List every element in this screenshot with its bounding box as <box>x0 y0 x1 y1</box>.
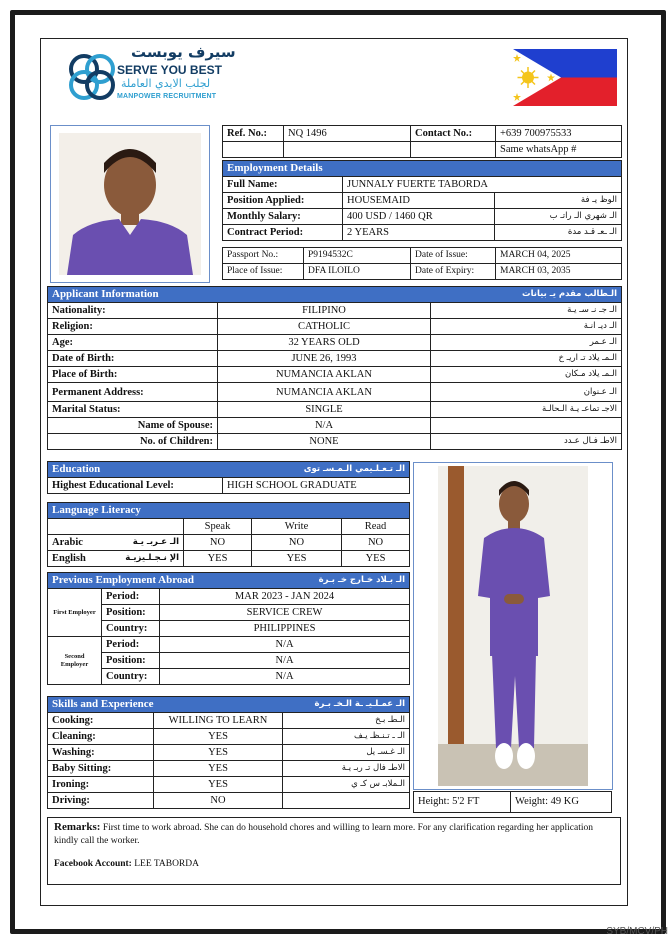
spouse-name-label: Name of Spouse: <box>48 418 218 434</box>
education-arabic: الـ تـعـلـيمي الـمـسـ توى <box>303 464 406 474</box>
cleaning-label: Cleaning: <box>48 729 154 745</box>
passport-number-value: P9194532C <box>304 248 411 264</box>
age-label: Age: <box>48 335 218 351</box>
permanent-address-value: NUMANCIA AKLAN <box>218 383 431 402</box>
document-code: SYB/MCV/PH <box>606 926 668 937</box>
reference-contact-table <box>222 125 622 158</box>
spouse-name-value: N/A <box>218 418 431 434</box>
nationality-value: FILIPINO <box>218 303 431 319</box>
ref-number-label: Ref. No.: <box>223 126 284 142</box>
language-speak-header: Speak <box>184 519 252 535</box>
first-employer-position-value: SERVICE CREW <box>160 605 410 621</box>
applicant-information-table <box>47 286 622 450</box>
cooking-label: Cooking: <box>48 713 154 729</box>
facebook-account-value: LEE TABORDA <box>134 859 199 869</box>
applicant-information-title: Applicant Information <box>52 288 159 300</box>
language-read-header: Read <box>342 519 410 535</box>
cooking-arabic: الـطـ بـخ <box>283 713 410 729</box>
cooking-value: WILLING TO LEARN <box>154 713 283 729</box>
education-level-label: Highest Educational Level: <box>48 478 223 494</box>
baby-sitting-arabic: الاطـ فال تـ ربـ يـة <box>283 761 410 777</box>
height-label: Height: <box>418 796 450 807</box>
full-name-value: JUNNALY FUERTE TABORDA <box>343 177 622 193</box>
monthly-salary-value: 400 USD / 1460 QR <box>343 209 495 225</box>
previous-employment-header <box>48 573 410 589</box>
skills-arabic: الـ عمـلـيـ ـة الـخـ بـرة <box>314 699 406 709</box>
date-of-birth-arabic: الـمـ يلاد تـ اريـ خ <box>431 351 622 367</box>
children-count-arabic: الاطـ فـال عـدد <box>431 434 622 450</box>
weight-value: 49 KG <box>550 796 579 807</box>
permanent-address-arabic: الـ عـنوان <box>431 383 622 402</box>
expiry-date-label: Date of Expiry: <box>411 264 496 280</box>
religion-value: CATHOLIC <box>218 319 431 335</box>
marital-status-value: SINGLE <box>218 402 431 418</box>
arabic-speak-value: NO <box>184 535 252 551</box>
position-applied-arabic: الوظ يـ فة <box>495 193 622 209</box>
language-literacy-table <box>47 502 410 567</box>
baby-sitting-value: YES <box>154 761 283 777</box>
washing-value: YES <box>154 745 283 761</box>
religion-arabic: الـ ديـ انـة <box>431 319 622 335</box>
issue-date-value: MARCH 04, 2025 <box>496 248 622 264</box>
brand-english-subtitle: MANPOWER RECRUITMENT <box>117 93 217 100</box>
place-of-birth-value: NUMANCIA AKLAN <box>218 367 431 383</box>
driving-arabic <box>283 793 410 809</box>
company-logo-icon <box>66 49 118 105</box>
contract-period-value: 2 YEARS <box>343 225 495 241</box>
skills-header <box>48 697 410 713</box>
children-count-value: NONE <box>218 434 431 450</box>
height-cell <box>414 792 511 813</box>
applicant-information-header <box>48 287 622 303</box>
place-of-issue-value: DFA ILOILO <box>304 264 411 280</box>
education-header <box>48 462 410 478</box>
brand-arabic-name: سيرف يوبست <box>131 43 236 61</box>
first-employer-period-label: Period: <box>102 589 160 605</box>
second-employer-position-label: Position: <box>102 653 160 669</box>
first-employer-position-label: Position: <box>102 605 160 621</box>
issue-date-label: Date of Issue: <box>411 248 496 264</box>
brand-arabic-subtitle: لجلب الايدي العاملة <box>121 77 211 90</box>
education-level-value: HIGH SCHOOL GRADUATE <box>223 478 410 494</box>
english-speak-value: YES <box>184 551 252 567</box>
contract-period-arabic: الـ ـعـ قـد مدة <box>495 225 622 241</box>
full-body-photo <box>438 466 588 786</box>
english-read-value: YES <box>342 551 410 567</box>
previous-employment-table <box>47 572 410 685</box>
full-body-photo-frame <box>413 462 613 790</box>
driving-label: Driving: <box>48 793 154 809</box>
first-employer-country-label: Country: <box>102 621 160 637</box>
washing-arabic: الـ غـسـ يل <box>283 745 410 761</box>
cv-sheet <box>40 38 628 906</box>
applicant-information-arabic: الـطالب مقدم يـ بيانات <box>522 289 617 299</box>
second-employer-period-label: Period: <box>102 637 160 653</box>
baby-sitting-label: Baby Sitting: <box>48 761 154 777</box>
first-employer-label: First Employer <box>48 589 102 637</box>
second-employer-position-value: N/A <box>160 653 410 669</box>
height-weight-table <box>413 791 612 813</box>
passport-number-label: Passport No.: <box>223 248 304 264</box>
position-applied-value: HOUSEMAID <box>343 193 495 209</box>
english-write-value: YES <box>252 551 342 567</box>
brand-english-name: SERVE YOU BEST <box>117 63 222 77</box>
contact-number-label: Contact No.: <box>411 126 496 142</box>
remarks-text: First time to work abroad. She can do household chores and willing to learn more. For any clarification regarding her application kindly call the worker. <box>54 823 593 846</box>
cleaning-arabic: الـ ـ تـنـظـ يـف <box>283 729 410 745</box>
monthly-salary-label: Monthly Salary: <box>223 209 343 225</box>
weight-cell <box>511 792 612 813</box>
contract-period-label: Contract Period: <box>223 225 343 241</box>
ironing-label: Ironing: <box>48 777 154 793</box>
marital-status-label: Marital Status: <box>48 402 218 418</box>
previous-employment-title: Previous Employment Abroad <box>52 574 194 586</box>
age-arabic: الـ عـمر <box>431 335 622 351</box>
contact-whatsapp-note: Same whatsApp # <box>496 142 622 158</box>
philippine-flag-icon <box>513 49 617 106</box>
expiry-date-value: MARCH 03, 2035 <box>496 264 622 280</box>
monthly-salary-arabic: الـ شهري الـ راتـ ب <box>495 209 622 225</box>
washing-label: Washing: <box>48 745 154 761</box>
date-of-birth-value: JUNE 26, 1993 <box>218 351 431 367</box>
remarks-label: Remarks: <box>54 821 101 833</box>
cleaning-value: YES <box>154 729 283 745</box>
language-write-header: Write <box>252 519 342 535</box>
nationality-arabic: الـ جـ نـ سـ يـة <box>431 303 622 319</box>
previous-employment-arabic: الـ بـلاد خـارج خـ بـرة <box>318 575 406 585</box>
facebook-account-label: Facebook Account: <box>54 859 132 869</box>
position-applied-label: Position Applied: <box>223 193 343 209</box>
height-value: 5'2 FT <box>452 796 480 807</box>
language-arabic-label: Arabic الـ عـربـ يـة <box>48 535 184 551</box>
ref-number-value: NQ 1496 <box>284 126 411 142</box>
permanent-address-label: Permanent Address: <box>48 383 218 402</box>
date-of-birth-label: Date of Birth: <box>48 351 218 367</box>
ironing-arabic: الـملابـ س كـ ي <box>283 777 410 793</box>
place-of-birth-arabic: الـمـ يلاد مـكان <box>431 367 622 383</box>
children-count-label: No. of Children: <box>48 434 218 450</box>
weight-label: Weight: <box>515 796 548 807</box>
applicant-portrait-photo <box>59 133 201 275</box>
language-english-label: English الإ نـجـلـيزيـة <box>48 551 184 567</box>
arabic-read-value: NO <box>342 535 410 551</box>
employment-details-table <box>222 160 622 241</box>
second-employer-country-value: N/A <box>160 669 410 685</box>
first-employer-country-value: PHILIPPINES <box>160 621 410 637</box>
passport-table <box>222 247 622 280</box>
first-employer-period-value: MAR 2023 - JAN 2024 <box>160 589 410 605</box>
driving-value: NO <box>154 793 283 809</box>
applicant-portrait-frame <box>50 125 210 283</box>
ironing-value: YES <box>154 777 283 793</box>
full-name-label: Full Name: <box>223 177 343 193</box>
marital-status-arabic: الاجـ تماعـ يـة الـحالـة <box>431 402 622 418</box>
place-of-issue-label: Place of Issue: <box>223 264 304 280</box>
second-employer-label: Second Employer <box>48 637 102 685</box>
second-employer-period-value: N/A <box>160 637 410 653</box>
religion-label: Religion: <box>48 319 218 335</box>
education-title: Education <box>52 463 101 475</box>
contact-number-value: +639 700975533 <box>496 126 622 142</box>
education-table <box>47 461 410 494</box>
place-of-birth-label: Place of Birth: <box>48 367 218 383</box>
age-value: 32 YEARS OLD <box>218 335 431 351</box>
skills-table <box>47 696 410 809</box>
employment-details-header: Employment Details <box>223 161 622 177</box>
language-literacy-header: Language Literacy <box>48 503 410 519</box>
skills-title: Skills and Experience <box>52 698 154 710</box>
nationality-label: Nationality: <box>48 303 218 319</box>
remarks-box <box>47 817 621 885</box>
second-employer-country-label: Country: <box>102 669 160 685</box>
arabic-write-value: NO <box>252 535 342 551</box>
